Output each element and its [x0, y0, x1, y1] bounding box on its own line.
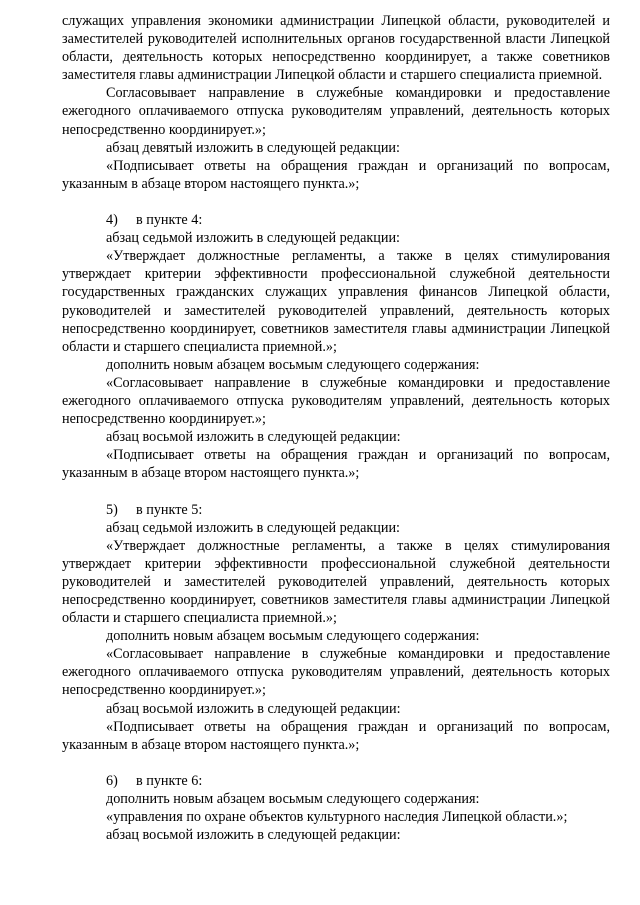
paragraph-heritage-department: «управления по охране объектов культурного наследия Липецкой области.»; [106, 809, 568, 826]
paragraph-seventh-amend: абзац седьмой изложить в следующей редакции: [106, 230, 401, 247]
paragraph-sign-answers: «Подписывает ответы на обращения граждан и организаций по вопросам, указанным в абзаце втором настоящего пункта.»; [62, 718, 610, 753]
list-item-4 [62, 211, 610, 229]
paragraph-add-eighth: дополнить новым абзацем восьмым следующего содержания: [106, 356, 480, 373]
paragraph-sign-answers: «Подписывает ответы на обращения граждан и организаций по вопросам, указанным в абзаце втором настоящего пункта.»; [62, 157, 610, 192]
paragraph-add-eighth: дополнить новым абзацем восьмым следующего содержания: [106, 791, 480, 808]
list-item-6 [62, 772, 610, 790]
paragraph-seventh-amend: абзац седьмой изложить в следующей редакции: [106, 519, 401, 536]
list-item-text: в пункте 6: [136, 772, 203, 789]
paragraph-ninth-amend: абзац девятый изложить в следующей редакции: [106, 139, 400, 156]
spacer [62, 482, 610, 500]
paragraph-eighth-amend: абзац восьмой изложить в следующей редакции: [106, 700, 401, 717]
paragraph-agree-trips: Согласовывает направление в служебные командировки и предоставление ежегодного оплачиваемого отпуска руководителям управлений, деятельность которых непосредственно координирует.»; [62, 85, 610, 138]
paragraph-agree-trips: «Согласовывает направление в служебные командировки и предоставление ежегодного оплачиваемого отпуска руководителям управлений, деятельность которых непосредственно координирует.»; [62, 646, 610, 699]
list-item-number: 6) [106, 772, 118, 789]
list-item-5 [62, 501, 610, 519]
paragraph-add-eighth: дополнить новым абзацем восьмым следующего содержания: [106, 628, 480, 645]
list-item-number: 4) [106, 212, 118, 229]
list-item-text: в пункте 5: [136, 501, 203, 518]
paragraph-sign-answers: «Подписывает ответы на обращения граждан и организаций по вопросам, указанным в абзаце втором настоящего пункта.»; [62, 447, 610, 482]
paragraph-agree-trips: «Согласовывает направление в служебные командировки и предоставление ежегодного оплачиваемого отпуска руководителям управлений, деятельность которых непосредственно координирует.»; [62, 374, 610, 428]
paragraph-continuation: служащих управления экономики администрации Липецкой области, руководителей и заместителей руководителей исполнительных органов государственной власти Липецкой области, деятельность которых непосредственно координирует, а также советников заместителя главы администрации Липецкой области и старшего специалиста приемной. [62, 13, 610, 84]
list-item-text: в пункте 4: [136, 212, 203, 229]
paragraph-approve-regulations: «Утверждает должностные регламенты, а также в целях стимулирования утверждает критерии эффективности профессиональной служебной деятельности государственных гражданских служащих управления финансов Липецкой области, руководителей и заместителей руководителей управлений, деятельность которых непосредственно координирует, советников заместителя главы администрации Липецкой области и старшего специалиста приемной.»; [62, 248, 610, 355]
spacer [62, 754, 610, 772]
paragraph-eighth-amend: абзац восьмой изложить в следующей редакции: [106, 827, 401, 844]
paragraph-approve-regulations: «Утверждает должностные регламенты, а также в целях стимулирования утверждает критерии эффективности профессиональной служебной деятельности руководителей и заместителей руководителей управлений, деятельность которых непосредственно координирует, советников заместителя главы администрации Липецкой области и старшего специалиста приемной.»; [62, 537, 610, 627]
list-item-number: 5) [106, 501, 118, 518]
document-page [62, 12, 610, 844]
paragraph-eighth-amend: абзац восьмой изложить в следующей редакции: [106, 429, 401, 446]
spacer [62, 193, 610, 211]
